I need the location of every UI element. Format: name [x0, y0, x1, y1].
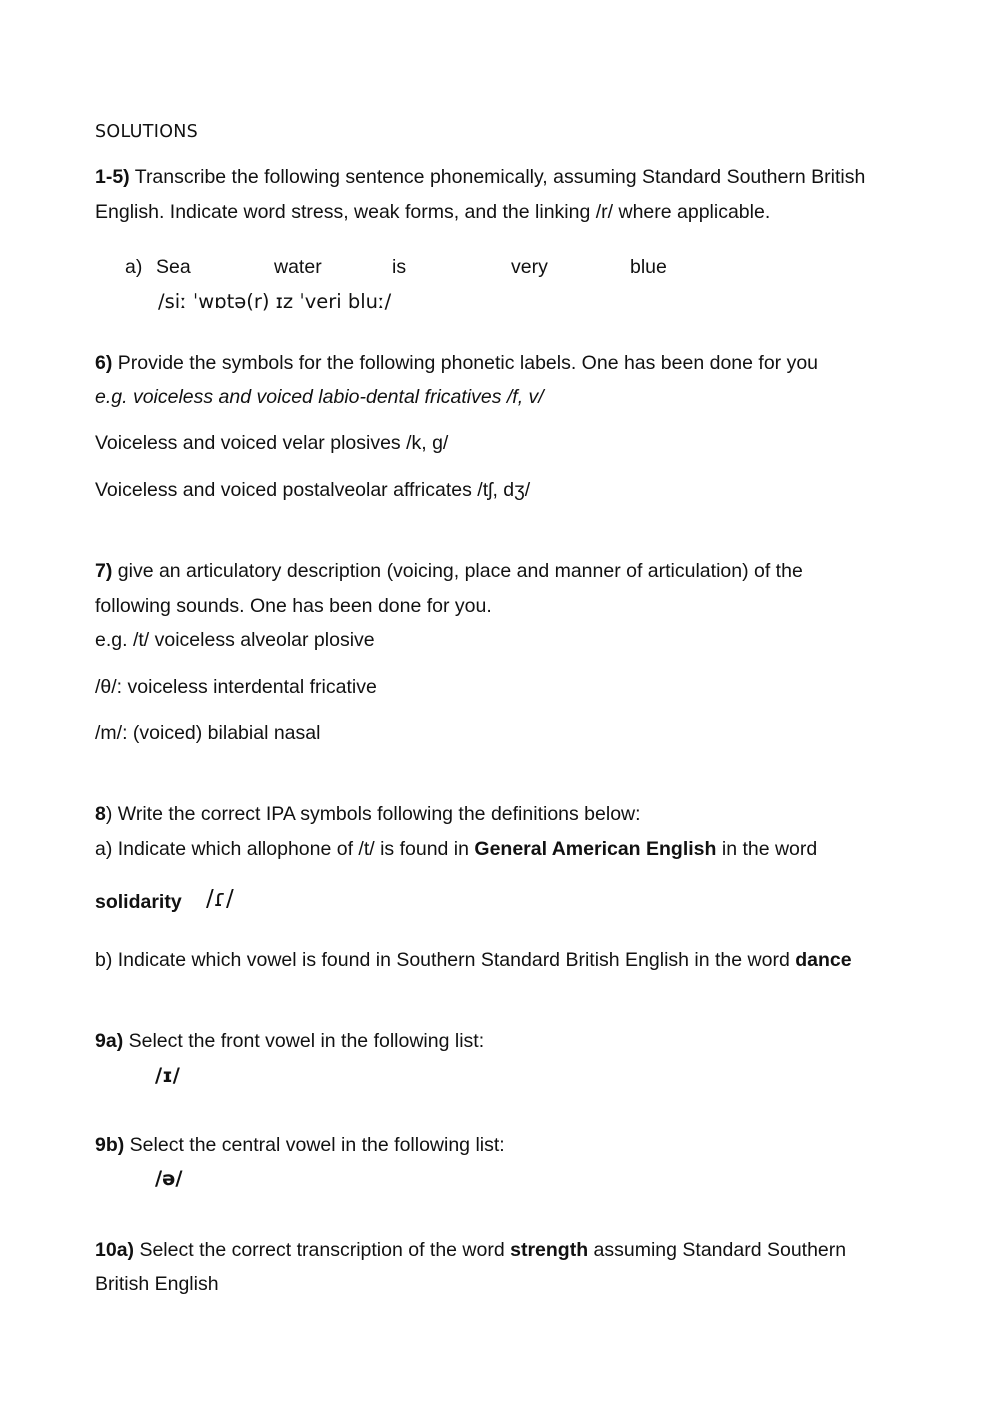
question-6-answer-2: Voiceless and voiced postalveolar affricates /tʃ, dʒ/ [95, 479, 531, 501]
question-6-example: e.g. voiceless and voiced labio-dental fricatives /f, v/ [95, 386, 544, 408]
question-number: 10a) [95, 1239, 135, 1261]
word-sea: Sea [156, 256, 191, 278]
question-8-line1 [95, 802, 641, 826]
question-8a-word: solidarity [95, 891, 182, 913]
question-7-line1 [95, 559, 803, 583]
page-title: SOLUTIONS [95, 122, 199, 142]
item-label: a) [125, 256, 143, 278]
word-blue: blue [630, 256, 667, 278]
question-8a [95, 837, 817, 861]
question-8a-text: a) Indicate which allophone of /t/ is found in [95, 838, 475, 860]
question-1-5-line2: English. Indicate word stress, weak forms, and the linking /r/ where applicable. [95, 201, 771, 223]
question-text: ) Write the correct IPA symbols following the definitions below: [105, 803, 641, 825]
question-number: 9b) [95, 1134, 125, 1156]
question-7-line2: following sounds. One has been done for you. [95, 595, 492, 617]
question-number: 9a) [95, 1030, 124, 1052]
question-6-line1 [95, 351, 818, 375]
question-7-answer-2: /m/: (voiced) bilabial nasal [95, 722, 321, 744]
question-7-example: e.g. /t/ voiceless alveolar plosive [95, 629, 375, 651]
question-1-5-line1 [95, 165, 865, 189]
question-text: Provide the symbols for the following phonetic labels. One has been done for you [112, 352, 819, 374]
question-text: give an articulatory description (voicing, place and manner of articulation) of the [112, 560, 803, 582]
question-9b-answer: /ə/ [155, 1167, 183, 1190]
question-8a-answer: /ɾ/ [206, 886, 234, 912]
question-8b-text: b) Indicate which vowel is found in Southern Standard British English in the word [95, 949, 796, 971]
question-10a-bold: strength [510, 1239, 589, 1261]
transcription: /siː ˈwɒtə(r) ɪz ˈveri bluː/ [158, 290, 392, 313]
question-9a [95, 1029, 484, 1053]
question-10a-line2: British English [95, 1273, 219, 1295]
question-text: Select the front vowel in the following list: [123, 1030, 485, 1052]
word-is: is [392, 256, 407, 278]
question-text: Transcribe the following sentence phonemically, assuming Standard Southern British [129, 166, 866, 188]
question-10a-line1 [95, 1238, 846, 1262]
question-10a-tail: assuming Standard Southern [588, 1239, 847, 1261]
question-9b [95, 1133, 505, 1157]
question-number: 1-5) [95, 166, 130, 188]
question-8b [95, 948, 852, 972]
question-number: 7) [95, 560, 113, 582]
question-9a-answer: /ɪ/ [155, 1064, 180, 1087]
question-7-answer-1: /θ/: voiceless interdental fricative [95, 676, 377, 698]
question-8a-bold: General American English [474, 838, 717, 860]
question-6-answer-1: Voiceless and voiced velar plosives /k, g/ [95, 432, 449, 454]
question-8b-bold: dance [795, 949, 852, 971]
question-number: 8 [95, 803, 106, 825]
question-text: Select the central vowel in the following list: [124, 1134, 505, 1156]
word-water: water [274, 256, 322, 278]
question-text: Select the correct transcription of the word [134, 1239, 511, 1261]
question-8a-tail: in the word [716, 838, 818, 860]
question-number: 6) [95, 352, 113, 374]
word-very: very [511, 256, 548, 278]
